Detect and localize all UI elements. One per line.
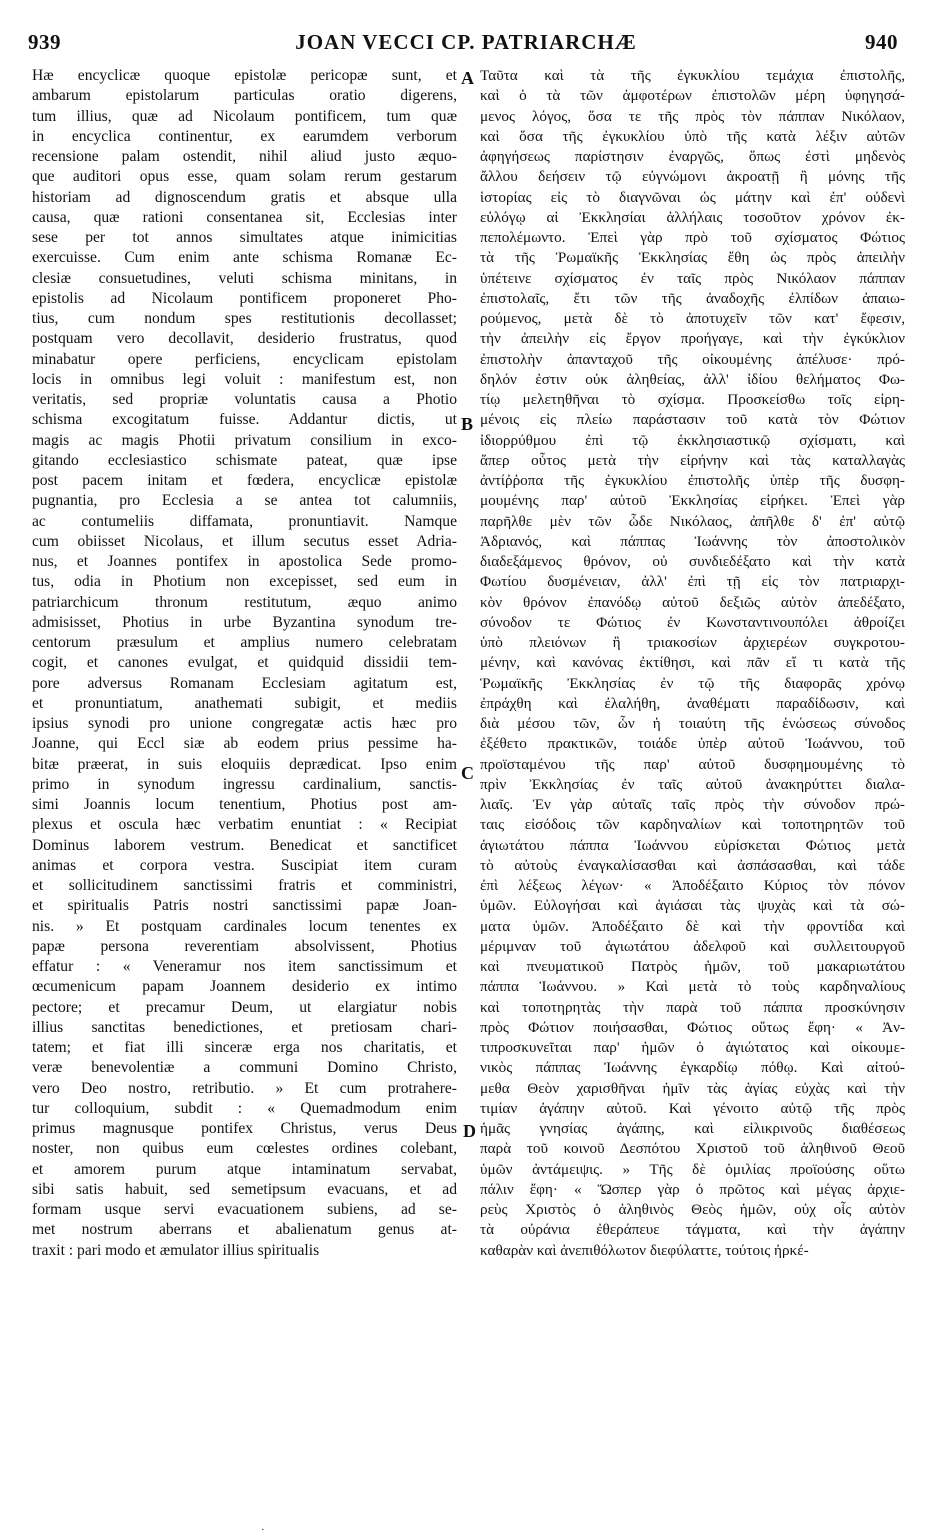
margin-marker-d: D bbox=[463, 1121, 476, 1141]
latin-text-line: postquam vero decollavit, desiderio frustratus, quod bbox=[32, 330, 457, 348]
greek-text-line: ὑπὸ πλειόνων ἢ τριακοσίων ἀρχιερέων συγκροτου- bbox=[480, 634, 905, 651]
footer-mark: · bbox=[261, 1524, 265, 1536]
latin-text-line: papæ persona reverentiam absolvissent, Photius bbox=[32, 937, 457, 955]
greek-text-line: ἐπράχθη καὶ ἐλαλήθη, ἀναθέματι παραδίδωσιν, καὶ bbox=[480, 694, 905, 712]
greek-text-line: πεπολέμωντο. Ἐπεὶ γὰρ πρὸ τοῦ σχίσματος Φώτιος bbox=[480, 229, 905, 246]
latin-text-line: animas et corpora vestra. Suscipiat item curam bbox=[32, 856, 457, 874]
greek-text-line: ἐπὶ λέξεως λέγων· « Ἀποδέξαιτο Κύριος τὸν πόνον bbox=[480, 877, 905, 894]
latin-text-line: tatem; et fiat illi sinceræ erga nos charitatis, et bbox=[32, 1039, 457, 1056]
greek-text-line: δηλόν ἐστιν οὐκ ἀληθείας, ἀλλ' ἰδίου θελήματος Φω- bbox=[480, 370, 905, 388]
latin-text-line: tur colloquium, subdit : « Quemadmodum enim bbox=[32, 1099, 457, 1117]
latin-text-line: locis in omnibus legi voluit : manifestum est, non bbox=[32, 370, 457, 388]
latin-text-line: admisisset, Photius in urbe Byzantina synodum tre- bbox=[32, 613, 457, 631]
latin-text-line: veræ benevolentiæ a communi Domino Christo, bbox=[32, 1059, 457, 1077]
latin-text-line: sibi satis habuit, sed semetipsum evacuans, et ad bbox=[32, 1180, 457, 1198]
greek-text-line: εὐλόγῳ αἱ Ἐκκλησίαι ἀλλήλαις τοσοῦτον χρόνον ἐκ- bbox=[480, 208, 905, 226]
greek-text-line: παρῆλθε μὲν τῶν ὧδε Νικόλαος, ἀπῆλθε δ' ἐπ' αὐτῷ bbox=[480, 512, 905, 530]
latin-column bbox=[32, 66, 457, 1261]
greek-text-line: πρὶν Ἐκκλησίας ἐν ταῖς αὐτοῦ ἀνακηρύττει διαλα- bbox=[480, 775, 905, 793]
latin-text-line: Joanne, qui Eccl siæ ab eodem prius pessime ha- bbox=[32, 735, 457, 753]
latin-text-line: post pacem initam et fœdera, encyclicæ epistolæ bbox=[32, 472, 457, 489]
greek-text-line: τιμίαν ἀγάπην αὐτοῦ. Καὶ γένοιτο αὐτῷ τῆς πρὸς bbox=[480, 1099, 905, 1117]
greek-text-line: μεθα Θεὸν χαρισθῆναι ἡμῖν τὰς ἁγίας εὐχὰς καὶ τὴν bbox=[480, 1079, 905, 1097]
greek-text-line: διαδεξάμενος θρόνον, οὐ συνδιεδέξατο καὶ τὴν κατὰ bbox=[480, 553, 905, 570]
latin-text-line: pectore; et precamur Deum, ut elargiatur nobis bbox=[32, 998, 457, 1016]
greek-text-line: ματα ὑμῶν. Ἀποδέξαιτο δὲ καὶ τὴν φροντίδα καὶ bbox=[480, 917, 905, 935]
latin-text-line: tius, cum nondum spes restitutionis decollasset; bbox=[32, 310, 457, 327]
latin-text-line: et amorem purum atque intaminatum servabat, bbox=[32, 1160, 457, 1178]
greek-text-line: ἀντίῤῥοπα τῆς ἐγκυκλίου ἐπιστολῆς ὑπὲρ τῆς δυσφη- bbox=[480, 472, 905, 489]
greek-text-line: λιαῖς. Ἐν γὰρ αὐταῖς ταῖς πρὸς τὴν σύνοδον πρώ- bbox=[480, 796, 905, 813]
greek-text-line: καὶ τοποτηρητὰς τὴν παρὰ τοῦ πάππα προσκύνησιν bbox=[480, 998, 905, 1016]
greek-text-line: τὴν ἀπειλὴν εἰς ἔργον προήγαγε, καὶ τὴν ἐγκύκλιον bbox=[480, 330, 905, 348]
latin-text-line: et sollicitudinem sanctissimi fratris et comministri, bbox=[32, 877, 457, 894]
greek-text-line: ἅπερ οὗτος μετὰ τὴν εἰρήνην καὶ τὰς καταλλαγὰς bbox=[480, 451, 905, 469]
latin-text-line: exercuisse. Cum enim ante schisma Romanæ Ec- bbox=[32, 249, 457, 267]
latin-text-line: nus, et Joannes pontifex in apostolica Sede promo- bbox=[32, 553, 457, 570]
greek-text-line: πάλιν ἔφη· « Ὥσπερ γὰρ ὁ πρῶτος καὶ μέγας ἀρχιε- bbox=[480, 1180, 905, 1198]
latin-text-line: nis. » Et postquam cardinales locum tenentes ex bbox=[32, 917, 457, 935]
latin-text-line: plexus et oscula hæc verbatim enuntiat : « Recipiat bbox=[32, 816, 457, 834]
latin-text-line: centorum præsulum et amplius numero celebratam bbox=[32, 634, 457, 651]
latin-text-line: et pronuntiatum, anathemati subigit, et mediis bbox=[32, 694, 457, 712]
latin-text-line: ambarum epistolarum particulas oratio digerens, bbox=[32, 87, 457, 105]
greek-text-line: παρὰ τοῦ κοινοῦ Δεσπότου Χριστοῦ τοῦ ἀληθινοῦ Θεοῦ bbox=[480, 1140, 905, 1158]
latin-text-line: noster, non quibus eum cœlestes ordines colebant, bbox=[32, 1140, 457, 1158]
latin-text-line: illius sanctitas benedictiones, et pretiosam chari- bbox=[32, 1018, 457, 1036]
latin-text-line: minabatur opere perficiens, encyclicam epistolam bbox=[32, 350, 457, 368]
greek-text-line: καὶ ὅσα τῆς ἐγκυκλίου ὑπὸ τῆς κατὰ λέξιν αὐτῶν bbox=[480, 127, 905, 145]
greek-text-line: ἐπιστολαῖς, ἔτι τῶν τῆς ἀναδοχῆς ἐλπίδων ἀπαιω- bbox=[480, 289, 905, 307]
latin-text-line: ipsius synodi pro unione congregatæ actis hæc pro bbox=[32, 715, 457, 732]
greek-text-line: μενος λόγος, ὅσα τε τῆς πρὸς τὸν πάππαν Νικόλαον, bbox=[480, 107, 905, 125]
greek-text-line: ρούμενος, μετὰ δὲ τὸ ἀποτυχεῖν τῶν κατ' ἔφεσιν, bbox=[480, 310, 905, 327]
greek-text-line: τὸ αὐτοὺς ἐναγκαλίσασθαι καὶ ἀσπάσασθαι, καὶ τάδε bbox=[480, 856, 905, 874]
greek-text-line: ἁγιωτάτου πάππα Ἰωάννου εὑρίσκεται Φώτιος μετὰ bbox=[480, 836, 905, 854]
latin-text-line: ac contumeliis diffamata, pronuntiavit. Namque bbox=[32, 512, 457, 530]
latin-text-line: et spiritualis Patris nostri sanctissimi papæ Joan- bbox=[32, 897, 457, 915]
greek-text-line: Ῥωμαϊκῆς Ἐκκλησίας ἐν τῷ τῆς διαφορᾶς χρόνῳ bbox=[480, 674, 905, 692]
greek-text-line: μένοις εἰς πλείω παράστασιν τοῦ κατὰ τὸν Φώτιον bbox=[480, 411, 905, 429]
latin-text-line: vero Deo nostro, retributio. » Et cum protrahere- bbox=[32, 1079, 457, 1097]
latin-text-line: bitæ præerat, in suis eloquiis deprædicat. Ipso enim bbox=[32, 755, 457, 773]
greek-text-line: τὰ οὐράνια ἐθεράπευε τάγματα, καὶ τὴν ἀγάπην bbox=[480, 1221, 905, 1239]
greek-text-line: διὰ μέσου τῶν, ὧν ἡ τοιαύτη τῆς ἑνώσεως σύνοδος bbox=[480, 715, 905, 732]
latin-text-line: recensione palam ostendit, nihil aliud justo æquo- bbox=[32, 148, 457, 165]
latin-text-line: Dominus laborem vestrum. Benedicat et sanctificet bbox=[32, 836, 457, 854]
latin-text-line: tus, odia in Photium non excepisset, sed eum in bbox=[32, 573, 457, 591]
latin-text-line: met nostrum aberrans et abalienatum genus at- bbox=[32, 1221, 457, 1239]
greek-text-line: Φωτίου δυσμένειαν, ἀλλ' ἐπὶ τῇ εἰς τὸν πατριαρχι- bbox=[480, 573, 905, 591]
latin-text-line: primus magnusque pontifex Christus, verus Deus bbox=[32, 1120, 457, 1137]
greek-text-line: τιπροσκυνεῖται παρ' ἡμῶν ὁ ἁγιώτατος καὶ οἰκουμε- bbox=[480, 1039, 905, 1056]
latin-text-line: patriarchicum thronum restitutum, æquo animo bbox=[32, 593, 457, 611]
margin-marker-a: A bbox=[461, 68, 474, 88]
latin-text-line: schisma excogitatum fuisse. Addantur dictis, ut bbox=[32, 411, 457, 429]
greek-text-line: προϊσταμένου τῆς παρ' αὐτοῦ δυσφημουμένης τὸ bbox=[480, 755, 905, 773]
greek-text-line: μουμένης παρ' αὐτοῦ Ἐκκλησίας εἰρήκει. Ἐπεὶ γὰρ bbox=[480, 492, 905, 510]
greek-text-line: πρὸς Φώτιον ποιήσασθαι, Φώτιος οὕτως ἔφη· « Ἀν- bbox=[480, 1018, 905, 1036]
greek-text-line: μέριμναν τοῦ ἁγιωτάτου ἀδελφοῦ καὶ συλλειτουργοῦ bbox=[480, 937, 905, 955]
latin-text-line: pore adversus Romanam Ecclesiam agitatum est, bbox=[32, 674, 457, 692]
latin-text-line: gitando ecclesiastico schismate pateat, quæ ipse bbox=[32, 451, 457, 469]
greek-text-line: σύνοδον τε Φώτιος ἐν Κωνσταντινουπόλει ἀθροίζει bbox=[480, 613, 905, 631]
latin-text-line: formam usque servi evacuationem subiens, ad se- bbox=[32, 1201, 457, 1218]
latin-text-line: epistolis ad Nicolaum pontificem proponeret Pho- bbox=[32, 289, 457, 307]
latin-text-line: cum obiisset Nicolaus, et illum secutus esset Adria- bbox=[32, 532, 457, 550]
greek-text-line: ἐξέθετο πρακτικῶν, τοιάδε ὑπὲρ αὐτοῦ Ἰωάννου, τοῦ bbox=[480, 735, 905, 753]
latin-text-line: pugnantia, pro Ecclesia a se antea tot calumniis, bbox=[32, 492, 457, 510]
greek-column bbox=[480, 66, 905, 1261]
greek-text-line: ὑπέτεινε σχίσματος ἐν ταῖς πρὸς Νικόλαον πάππαν bbox=[480, 269, 905, 287]
greek-text-line: καθαρὰν καὶ ἀνεπιθόλωτον διεφύλαττε, τούτοις ἠρκέ- bbox=[480, 1241, 809, 1259]
latin-text-line: magis ac magis Photii privatum consilium in exco- bbox=[32, 431, 457, 449]
greek-text-line: ἰδιορρύθμου ἐπὶ τῷ ἐκκλησιαστικῷ σχίσματι, καὶ bbox=[480, 431, 905, 449]
margin-marker-c: C bbox=[461, 763, 474, 783]
latin-text-line: causa, quæ rationi consentanea sit, Ecclesias inter bbox=[32, 208, 457, 226]
greek-text-line: καὶ πνευματικοῦ Πατρὸς ἡμῶν, τοῦ μακαριωτάτου bbox=[480, 958, 905, 975]
latin-text-line: sese per tot annos simultates atque inimicitias bbox=[32, 229, 457, 246]
latin-text-line: œcumenicum papam Joannem desiderio ex intimo bbox=[32, 978, 457, 996]
greek-text-line: μένην, καὶ κανόνας ἐκτίθησι, καὶ πᾶν εἴ τι κατὰ τῆς bbox=[480, 654, 905, 672]
latin-text-line: cogit, et canones evulgat, et quidquid dissidii tem- bbox=[32, 654, 457, 672]
greek-text-line: τίῳ μελετηθῆναι τὸ σχίσμα. Προσκείσθω τοῖς εἰρη- bbox=[480, 391, 905, 408]
greek-text-line: ρεὺς Χριστὸς ὁ ἀληθινὸς Θεὸς ἡμῶν, οὐχ οἷς αὐτὸν bbox=[480, 1201, 905, 1218]
greek-text-line: ἐπιστολὴν ἁπανταχοῦ τῆς οἰκουμένης ἀπέλυσε· πρό- bbox=[480, 350, 905, 368]
latin-text-line: effatur : « Veneramur nos item sanctissimum et bbox=[32, 958, 457, 975]
latin-text-line: historiam ad dignoscendum gratis et absque ulla bbox=[32, 188, 457, 206]
greek-text-line: Ἀδριανός, καὶ πάππας Ἰωάννης τὸν ἀποστολικὸν bbox=[480, 532, 905, 550]
greek-text-line: κὸν θρόνον ἐπανόδῳ αὐτοῦ δεξιῶς αὐτὸν ἀπεδέξατο, bbox=[480, 593, 905, 611]
latin-text-line: tum illius, quæ ad Nicolaum pontificem, tum quæ bbox=[32, 107, 457, 125]
greek-text-line: νικὸς πάππας Ἰωάννης ἐγκαρδίῳ πόθῳ. Καὶ αἰτού- bbox=[480, 1059, 905, 1077]
greek-text-line: Ταῦτα καὶ τὰ τῆς ἐγκυκλίου τεμάχια ἐπιστολῆς, bbox=[480, 67, 905, 84]
latin-text-line: Hæ encyclicæ quoque epistolæ pericopæ sunt, et bbox=[32, 67, 457, 84]
left-page-number: 939 bbox=[28, 30, 61, 54]
greek-text-line: ταις εἰσόδοις τῶν καρδηναλίων καὶ τοποτηρητῶν τοῦ bbox=[480, 816, 905, 834]
latin-text-line: veritatis, sed propriæ voluntatis causa a Photio bbox=[32, 391, 457, 408]
right-page-number: 940 bbox=[865, 30, 898, 54]
greek-text-line: καὶ ὁ τὰ τῶν ἀμφοτέρων ἐπιστολῶν μέρη ὑφηγησά- bbox=[480, 87, 905, 105]
margin-marker-b: B bbox=[461, 414, 474, 434]
latin-text-line: clesiæ consuetudines, veluti schisma minitans, in bbox=[32, 269, 457, 287]
greek-text-line: ἡμᾶς γνησίας ἀγάπης, καὶ εἰλικρινοῦς διαθέσεως bbox=[480, 1120, 905, 1137]
latin-text-line: traxit : pari modo et æmulator illius spiritualis bbox=[32, 1241, 320, 1259]
running-title: JOAN VECCI CP. PATRIARCHÆ bbox=[295, 30, 637, 54]
latin-text-line: que auditori opus esse, quam solam rerum gestarum bbox=[32, 168, 457, 186]
latin-text-line: primo in synodum ingressu cardinalium, sanctis- bbox=[32, 775, 457, 793]
greek-text-line: ἀφηγήσεως παρίστησιν ἐναργῶς, ὅπως ἐστὶ μηδενὸς bbox=[480, 148, 905, 165]
greek-text-line: πάππα Ἰωάννου. » Καὶ μετὰ τὸ τοὺς καρδηναλίους bbox=[480, 978, 905, 996]
greek-text-line: ὑμῶν ἀντάμειψις. » Τῆς δὲ ὁμιλίας προϊούσης οὕτω bbox=[480, 1160, 905, 1178]
greek-text-line: τὰ τῆς Ῥωμαϊκῆς Ἐκκλησίας ἔθη ὡς πρὸς ἀπειλὴν bbox=[480, 249, 905, 267]
greek-text-line: ἄλλου δεήσειν τῷ εὐγνώμονι ἀκροατῇ ἢ μόνης τῆς bbox=[480, 168, 905, 186]
greek-text-line: ὑμῶν. Εὐλογήσαι καὶ ἁγιάσαι τὰς ψυχὰς καὶ τὰ σώ- bbox=[480, 897, 905, 915]
latin-text-line: simi Joannis locum tenentium, Photius post am- bbox=[32, 796, 457, 813]
latin-text-line: in encyclica continentur, ex earumdem verborum bbox=[32, 127, 457, 145]
greek-text-line: ἱστορίας εἰς τὸ διαγνῶναι ὡς μάτην καὶ ἐπ' οὐδενὶ bbox=[480, 188, 905, 206]
